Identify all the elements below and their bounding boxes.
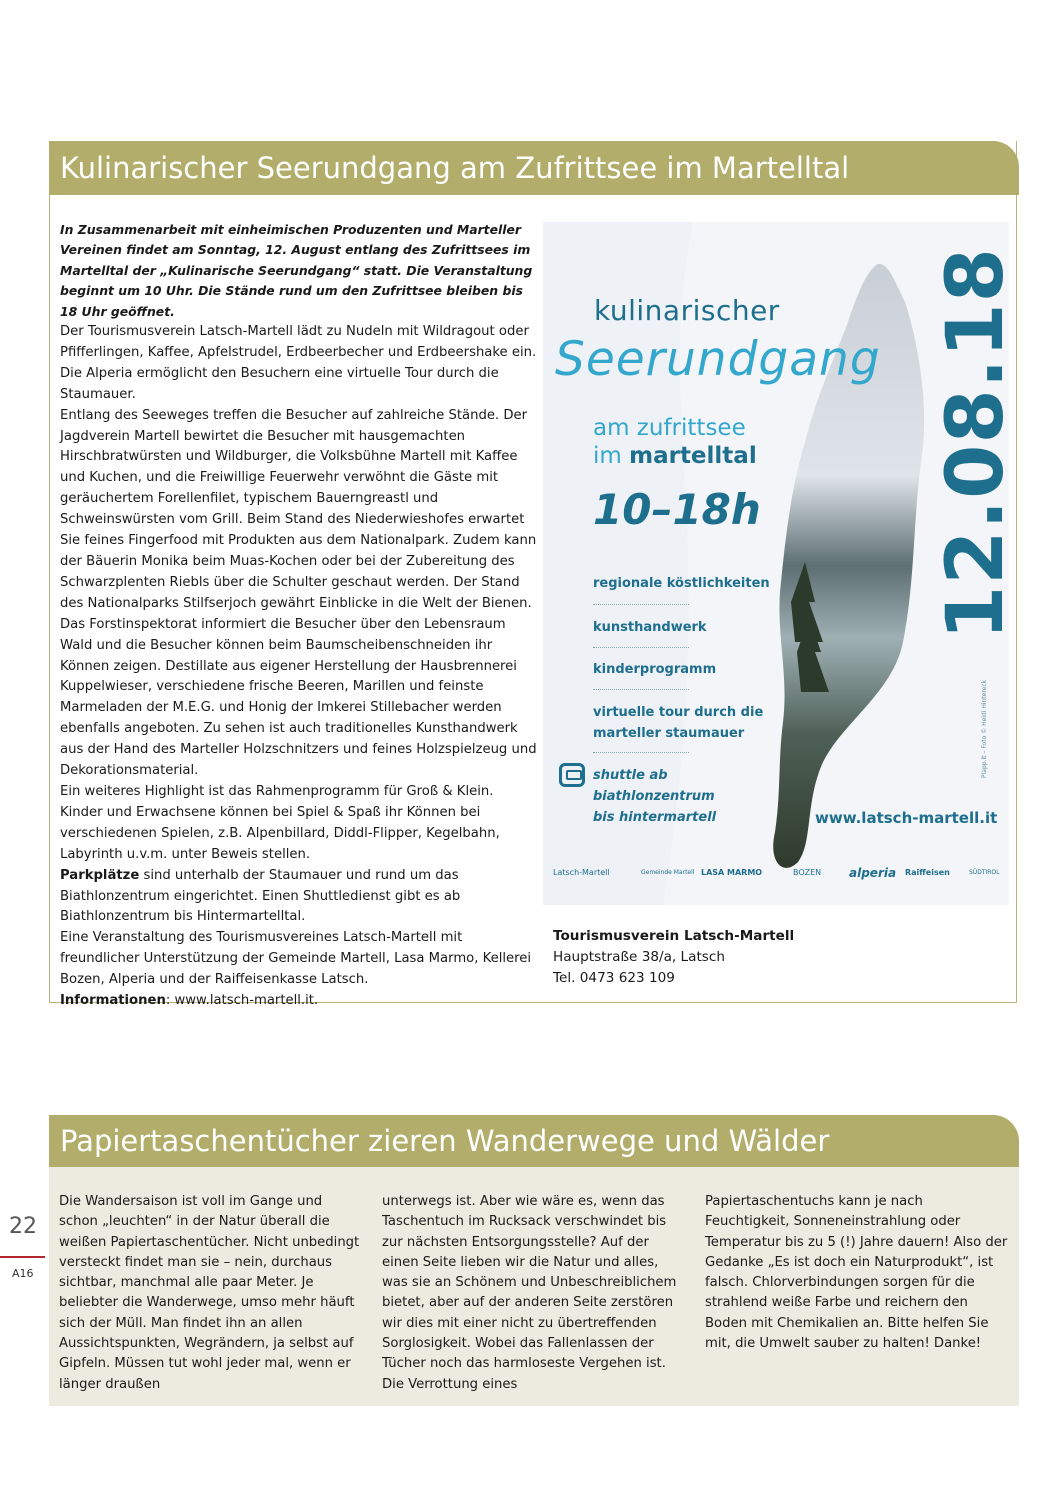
parking-label: Parkplätze — [60, 867, 140, 883]
contact-info — [553, 926, 794, 989]
poster-time: 10–18h — [593, 485, 761, 534]
event-poster — [543, 222, 1021, 905]
divider — [593, 752, 689, 753]
poster-title-line1: kulinarischer — [594, 294, 780, 327]
poster-item: regionale köstlichkeiten — [593, 576, 770, 591]
article-body — [60, 220, 538, 1012]
shuttle-line: biathlonzentrum — [593, 789, 715, 804]
poster-item: virtuelle tour durch die — [593, 705, 764, 720]
poster-location-valley: martelltal — [629, 443, 757, 469]
gemeinde-martell-logo: Gemeinde Martell — [641, 869, 695, 876]
latsch-martell-logo: Latsch-Martell — [553, 868, 610, 877]
divider — [593, 689, 689, 690]
sponsor-logos — [553, 863, 1003, 883]
paragraph — [60, 866, 538, 929]
text-column: Papiertaschentuchs kann je nach Feuchtigkeit, Sonneneinstrahlung oder Temperatur bis zu 5 (!) Jahre dauern! Also der Gedanke „Es ist doch ein Naturprodukt“, ist falsch. Chlorverbindungen sorgen für die strahlend weiße Farbe und reichern den Boden mit Chemikalien an. Bitte helfen Sie mit, die Umwelt sauber zu halten! Danke! — [705, 1194, 1008, 1352]
divider — [0, 1256, 45, 1258]
poster-date: 12.08.18 — [931, 247, 1021, 640]
article-title: Papiertaschentücher zieren Wanderwege und Wälder — [49, 1115, 1019, 1167]
section-code: A16 — [12, 1267, 34, 1280]
paragraph: Ein weiteres Highlight ist das Rahmenprogramm für Groß & Klein. Kinder und Erwachsene können bei Spiel & Spaß ihr Können bei verschiedenen Spielen, z.B. Alpenbillard, Diddl-Flipper, Kegelbahn, Labyrinth u.v.m. unter Beweis stellen. — [60, 783, 500, 862]
raiffeisen-logo: Raiffeisen — [905, 868, 950, 877]
poster-title-line2: Seerundgang — [555, 332, 881, 387]
divider — [593, 647, 689, 648]
paragraph — [60, 991, 538, 1012]
paragraph: Eine Veranstaltung des Tourismusvereines Latsch-Martell mit freundlicher Unterstützung der Gemeinde Martell, Lasa Marmo, Kellerei Bozen, Alperia und der Raiffeisenkasse Latsch. — [60, 930, 532, 988]
paragraph: Entlang des Seeweges treffen die Besucher auf zahlreiche Stände. Der Jagdverein Martell bewirtet die Besucher mit hausgemachten Hirschbratwürsten und Wildburger, die Volksbühne Martell mit Kaffee und Kuchen, und die Freiwillige Feuerwehr verwöhnt die Gäste mit geräuchertem Forellenfilet, typischem Bauerngreastl und Schweinswürsten vom Grill. Beim Stand des Niederwieshofes erwartet Sie feines Fingerfood mit Produkten aus dem Nationalpark. Zudem kann der Bäuerin Monika beim Muas-Kochen oder bei der Zubereitung des Schwarzplenten Riebls über die Schulter geschaut werden. Der Stand des Nationalparks Stilfserjoch gewährt Einblicke in die Welt der Bienen. Das Forstinspektorat informiert die Besucher über den Lebensraum Wald und die Besucher können beim Baumscheibenschneiden ihr Können zeigen. Destillate aus eigener Herstellung der Hausbrennerei Kuppelwieser, verschiedene frische Beeren, Marillen und feinste Marmeladen der M.E.G. und Honig der Imkerei Stillebacher werden ebenfalls angeboten. Zu sehen ist auch traditionelles Kunsthandwerk aus der Hand des Marteller Holzschnitzers und feines Holzspielzeug und Dekorationsmaterial. — [60, 407, 537, 779]
shuttle-line: bis hintermartell — [593, 810, 717, 825]
article-intro: In Zusammenarbeit mit einheimischen Produzenten und Marteller Vereinen findet am Sonntag, 12. August entlang des Zufrittsees im Martelltal der „Kulinarische Seerundgang“ statt. Die Veranstaltung beginnt um 10 Uhr. Die Stände rund um den Zufrittsee bleiben bis 18 Uhr geöffnet. — [60, 222, 533, 319]
alperia-logo: alperia — [849, 866, 897, 880]
bus-icon — [559, 763, 585, 787]
parking-text: sind unterhalb der Staumauer und rund um das Biathlonzentrum eingerichtet. Einen Shuttledienst gibt es ab Biathlonzentrum bis Hintermartelltal. — [60, 867, 461, 925]
text-column: unterwegs ist. Aber wie wäre es, wenn das Taschentuch im Rucksack verschwindet bis zur nächsten Entsorgungsstelle? Auf der einen Seite lieben wir die Natur und alles, was sie an Schönem und Unbeschreiblichem bietet, aber auf der anderen Seite zerstören wir dies mit einer nicht zu übertreffenden Sorglosigkeit. Wobei das Fallenlassen der Tücher noch das harmloseste Vergehen ist. Die Verrottung eines — [382, 1194, 677, 1392]
poster-shuttle — [593, 765, 716, 828]
divider — [593, 604, 689, 605]
poster-item: kunsthandwerk — [593, 620, 707, 635]
text-column: Die Wandersaison ist voll im Gange und schon „leuchten“ in der Natur überall die weißen Papiertaschentücher. Nicht unbedingt versteckt findet man sie – nein, durchaus sichtbar, manchmal alle paar Meter. Je beliebter die Wanderwege, umso mehr häuft sich der Müll. Man findet ihn an allen Aussichtspunkten, Wegrändern, ja selbst auf Gipfeln. Müssen tut wohl jeder mal, wenn er länger draußen — [59, 1194, 360, 1392]
poster-location — [593, 414, 757, 470]
contact-address: Hauptstraße 38/a, Latsch — [553, 949, 725, 965]
bozen-logo: BOZEN — [793, 868, 822, 877]
shuttle-line: shuttle ab — [593, 768, 668, 783]
poster-url: www.latsch-martell.it — [815, 809, 998, 827]
contact-phone: Tel. 0473 623 109 — [553, 970, 675, 986]
contact-org: Tourismusverein Latsch-Martell — [553, 928, 795, 944]
page-number: 22 — [9, 1214, 37, 1239]
poster-item: kinderprogramm — [593, 662, 717, 677]
lasa-marmo-logo: LASA MARMO — [701, 868, 763, 877]
paragraph: Der Tourismusverein Latsch-Martell lädt zu Nudeln mit Wildragout oder Pfifferlingen, Kaffee, Apfelstrudel, Erdbeerbecher und Erdbeershake ein. Die Alperia ermöglicht den Besuchern eine virtuelle Tour durch die Staumauer. — [60, 324, 537, 402]
poster-location-prefix: im — [593, 443, 630, 469]
info-text: : www.latsch-martell.it. — [165, 993, 319, 1009]
article-title: Kulinarischer Seerundgang am Zufrittsee im Martelltal — [49, 141, 1019, 195]
photo-credit: Plapp.it – Foto © Heidi Hintereck — [981, 679, 988, 778]
poster-location-line1: am zufrittsee — [593, 415, 746, 441]
info-label: Informationen — [60, 993, 166, 1009]
suedtirol-logo: SÜDTIROL — [969, 869, 1000, 876]
poster-item: marteller staumauer — [593, 726, 745, 741]
